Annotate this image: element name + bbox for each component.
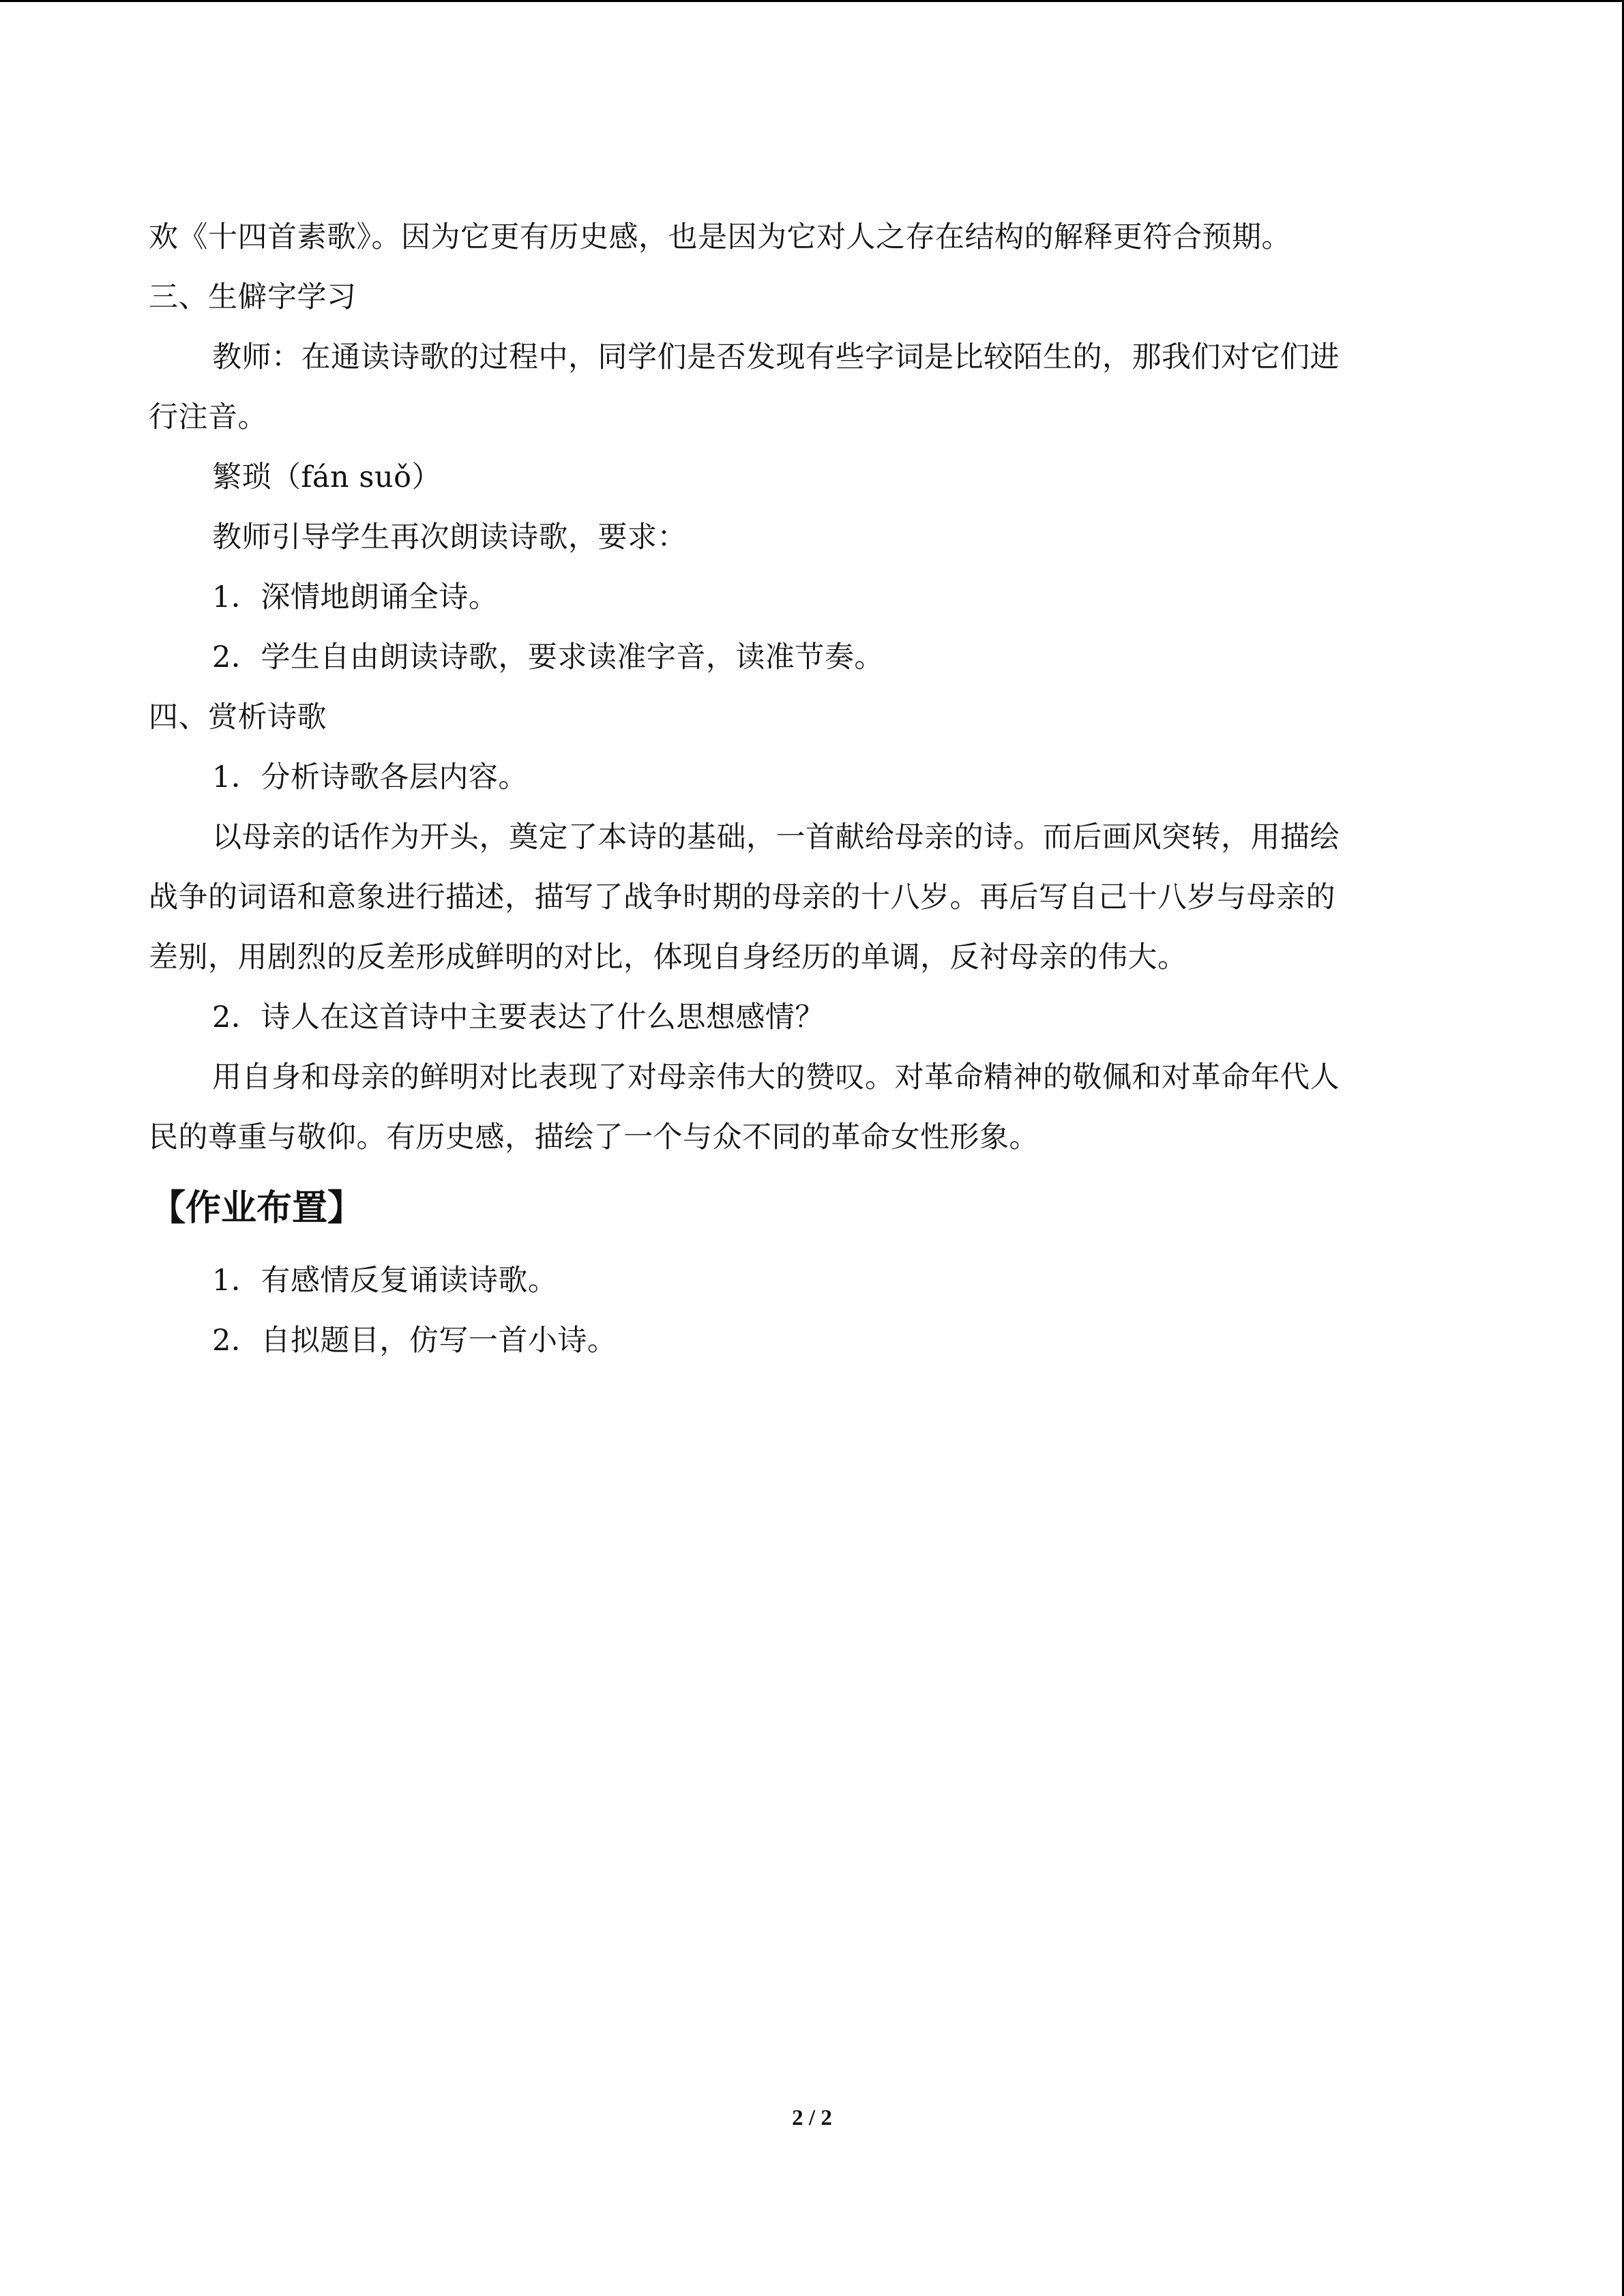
paragraph-line: 教师：在通读诗歌的过程中，同学们是否发现有些字词是比较陌生的，那我们对它们进: [212, 340, 1340, 374]
pinyin-note: 繁琐（fán suǒ）: [212, 460, 442, 494]
document-body: [149, 207, 1458, 1371]
page-number: 2 / 2: [792, 2106, 832, 2130]
paragraph-line: 用自身和母亲的鲜明对比表现了对母亲伟大的赞叹。对革命精神的敬佩和对革命年代人: [212, 1060, 1340, 1094]
list-item: 2．诗人在这首诗中主要表达了什么思想感情？: [212, 1000, 825, 1034]
homework-heading: 【作业布置】: [150, 1188, 364, 1229]
paragraph-line: 民的尊重与敬仰。有历史感，描绘了一个与众不同的革命女性形象。: [149, 1120, 1039, 1154]
paragraph-line: 欢《十四首素歌》。因为它更有历史感，也是因为它对人之存在结构的解释更符合预期。: [149, 220, 1291, 254]
paragraph-line: 教师引导学生再次朗读诗歌，要求：: [212, 520, 687, 554]
list-item: 2．学生自由朗读诗歌，要求读准字音，读准节奏。: [212, 640, 884, 674]
homework-item: 1．有感情反复诵读诗歌。: [212, 1264, 558, 1298]
list-item: 1．分析诗歌各层内容。: [212, 760, 528, 794]
paragraph-line: 以母亲的话作为开头，奠定了本诗的基础，一首献给母亲的诗。而后画风突转，用描绘: [212, 820, 1340, 854]
homework-item: 2．自拟题目，仿写一首小诗。: [212, 1324, 617, 1358]
section-heading-rare-characters: 三、生僻字学习: [149, 280, 357, 314]
list-item: 1．深情地朗诵全诗。: [212, 580, 499, 614]
section-heading-poem-analysis: 四、赏析诗歌: [149, 700, 327, 734]
paragraph-line: 差别，用剧烈的反差形成鲜明的对比，体现自身经历的单调，反衬母亲的伟大。: [149, 940, 1187, 974]
page-border-top: [0, 0, 1624, 2]
paragraph-line: 行注音。: [149, 400, 267, 434]
paragraph-line: 战争的词语和意象进行描述，描写了战争时期的母亲的十八岁。再后写自己十八岁与母亲的: [149, 880, 1335, 914]
